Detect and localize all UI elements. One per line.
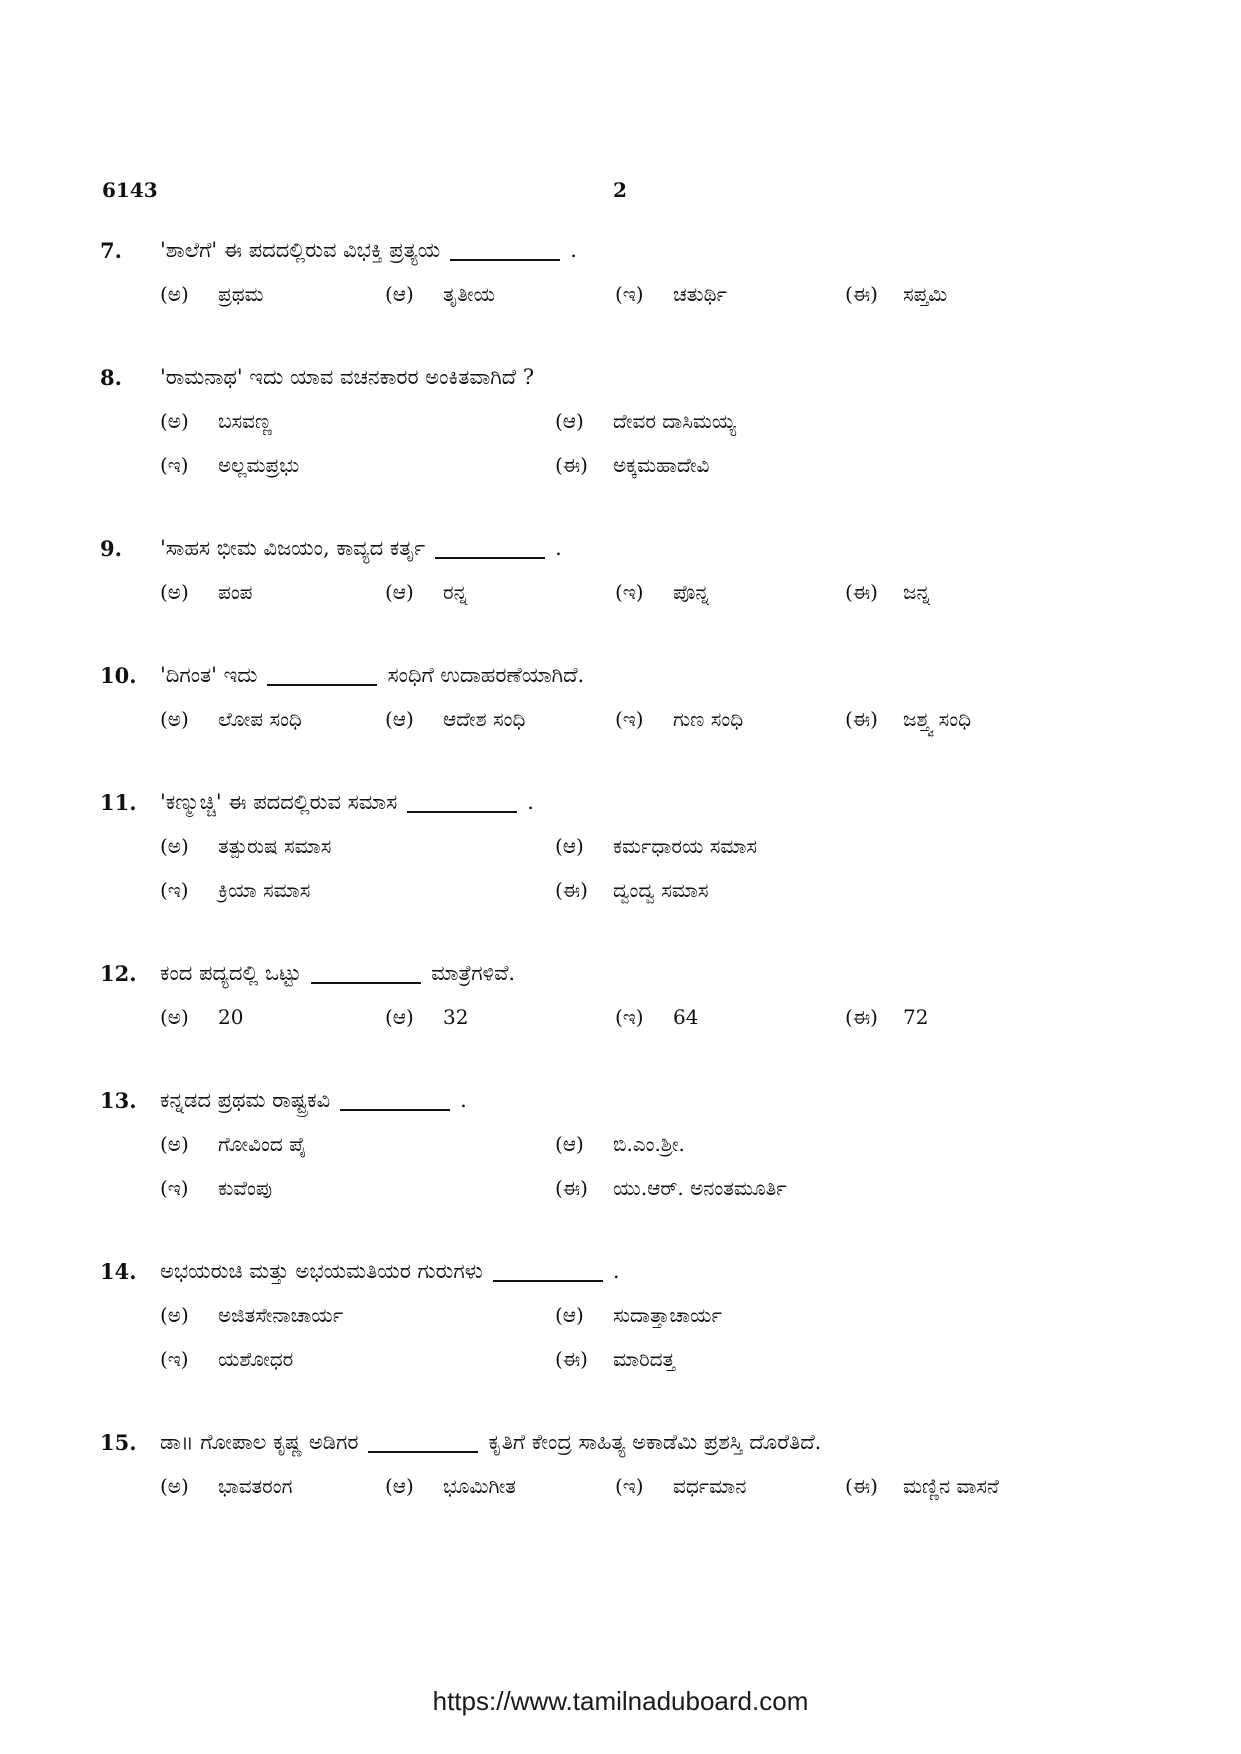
answer-blank — [267, 683, 377, 686]
option-a: (ಅ) ಅಜಿತಸೇನಾಚಾರ್ಯ — [160, 1303, 344, 1327]
option-a: (ಅ) ಗೋವಿಂದ ಪೈ — [160, 1132, 307, 1156]
option-d: (ಈ) ಯು.ಆರ್. ಅನಂತಮೂರ್ತಿ — [555, 1176, 787, 1200]
option-a: (ಅ) ಪ್ರಥಮ — [160, 282, 264, 306]
question-number: 14. — [100, 1259, 137, 1284]
option-d: (ಈ) ದ್ವಂದ್ವ ಸಮಾಸ — [555, 878, 709, 902]
option-c: (ಇ) ಯಶೋಧರ — [160, 1347, 294, 1371]
answer-blank — [340, 1108, 450, 1111]
answer-blank — [450, 258, 560, 261]
option-d: (ಈ) ಅಕ್ಕಮಹಾದೇವಿ — [555, 453, 710, 477]
option-c: (ಇ) ವರ್ಧಮಾನ — [615, 1474, 747, 1498]
question-stem: 'ಕಣ್ಮುಚ್ಚಿ' ಈ ಪದದಲ್ಲಿರುವ ಸಮಾಸ . — [160, 790, 534, 814]
answer-blank — [493, 1279, 603, 1282]
question-number: 8. — [100, 365, 122, 390]
answer-blank — [435, 556, 545, 559]
question-stem: 'ದಿಗಂತ' ಇದು ಸಂಧಿಗೆ ಉದಾಹರಣೆಯಾಗಿದೆ. — [160, 663, 585, 687]
question-stem: 'ಸಾಹಸ ಭೀಮ ವಿಜಯಂ, ಕಾವ್ಯದ ಕರ್ತೃ . — [160, 536, 562, 560]
option-b: (ಆ) ತೃತೀಯ — [385, 282, 495, 306]
option-a: (ಅ) ಬಸವಣ್ಣ — [160, 409, 272, 433]
option-a: (ಅ) 20 — [160, 1005, 244, 1029]
option-b: (ಆ) 32 — [385, 1005, 469, 1029]
footer-url[interactable]: https://www.tamilnaduboard.com — [432, 1686, 809, 1716]
question-number: 7. — [100, 238, 122, 263]
option-c: (ಇ) ಕುವೆಂಪು — [160, 1176, 273, 1200]
question-number: 11. — [100, 790, 137, 815]
option-b: (ಆ) ರನ್ನ — [385, 580, 468, 604]
option-d: (ಈ) ಮಣ್ಣಿನ ವಾಸನೆ — [845, 1474, 999, 1498]
option-b: (ಆ) ಬಿ.ಎಂ.ಶ್ರೀ. — [555, 1132, 685, 1156]
option-a: (ಅ) ತತ್ಪುರುಷ ಸಮಾಸ — [160, 834, 332, 858]
option-b: (ಆ) ಸುದಾತ್ತಾಚಾರ್ಯ — [555, 1303, 722, 1327]
option-b: (ಆ) ಕರ್ಮಧಾರಯ ಸಮಾಸ — [555, 834, 758, 858]
answer-blank — [407, 810, 517, 813]
option-c: (ಇ) ಚತುರ್ಥಿ — [615, 282, 727, 306]
option-d: (ಈ) ಜನ್ನ — [845, 580, 931, 604]
page-number: 2 — [613, 178, 627, 202]
option-d: (ಈ) ಸಪ್ತಮಿ — [845, 282, 948, 306]
option-d: (ಈ) ಮಾರಿದತ್ತ — [555, 1347, 675, 1371]
option-c: (ಇ) ಅಲ್ಲಮಪ್ರಭು — [160, 453, 300, 477]
question-number: 9. — [100, 536, 122, 561]
question-number: 15. — [100, 1430, 137, 1455]
question-number: 10. — [100, 663, 137, 688]
answer-blank — [311, 981, 421, 984]
option-c: (ಇ) 64 — [615, 1005, 699, 1029]
option-a: (ಅ) ಪಂಪ — [160, 580, 253, 604]
question-stem: ಕನ್ನಡದ ಪ್ರಥಮ ರಾಷ್ಟ್ರಕವಿ . — [160, 1088, 467, 1112]
paper-code: 6143 — [102, 178, 158, 202]
question-number: 13. — [100, 1088, 137, 1113]
question-number: 12. — [100, 961, 137, 986]
option-d: (ಈ) ಜಶ್ತ್ವ ಸಂಧಿ — [845, 707, 972, 731]
page-header — [0, 178, 1241, 208]
question-stem: ಡಾ॥ ಗೋಪಾಲ ಕೃಷ್ಣ ಅಡಿಗರ ಕೃತಿಗೆ ಕೇಂದ್ರ ಸಾಹಿತ್ಯ ಅಕಾಡೆಮಿ ಪ್ರಶಸ್ತಿ ದೊರೆತಿದೆ. — [160, 1430, 822, 1454]
option-a: (ಅ) ಲೋಪ ಸಂಧಿ — [160, 707, 302, 731]
answer-blank — [368, 1450, 478, 1453]
option-a: (ಅ) ಭಾವತರಂಗ — [160, 1474, 293, 1498]
option-b: (ಆ) ಆದೇಶ ಸಂಧಿ — [385, 707, 526, 731]
option-c: (ಇ) ಗುಣ ಸಂಧಿ — [615, 707, 744, 731]
question-stem: ಕಂದ ಪದ್ಯದಲ್ಲಿ ಒಟ್ಟು ಮಾತ್ರೆಗಳಿವೆ. — [160, 961, 516, 985]
option-d: (ಈ) 72 — [845, 1005, 929, 1029]
question-stem: 'ಶಾಲೆಗೆ' ಈ ಪದದಲ್ಲಿರುವ ವಿಭಕ್ತಿ ಪ್ರತ್ಯಯ . — [160, 238, 577, 262]
option-c: (ಇ) ಕ್ರಿಯಾ ಸಮಾಸ — [160, 878, 311, 902]
option-b: (ಆ) ಭೂಮಿಗೀತ — [385, 1474, 516, 1498]
question-stem: 'ರಾಮನಾಥ' ಇದು ಯಾವ ವಚನಕಾರರ ಅಂಕಿತವಾಗಿದೆ ? — [160, 365, 535, 389]
question-stem: ಅಭಯರುಚಿ ಮತ್ತು ಅಭಯಮತಿಯರ ಗುರುಗಳು . — [160, 1259, 620, 1283]
option-b: (ಆ) ದೇವರ ದಾಸಿಮಯ್ಯ — [555, 409, 737, 433]
option-c: (ಇ) ಪೊನ್ನ — [615, 580, 710, 604]
